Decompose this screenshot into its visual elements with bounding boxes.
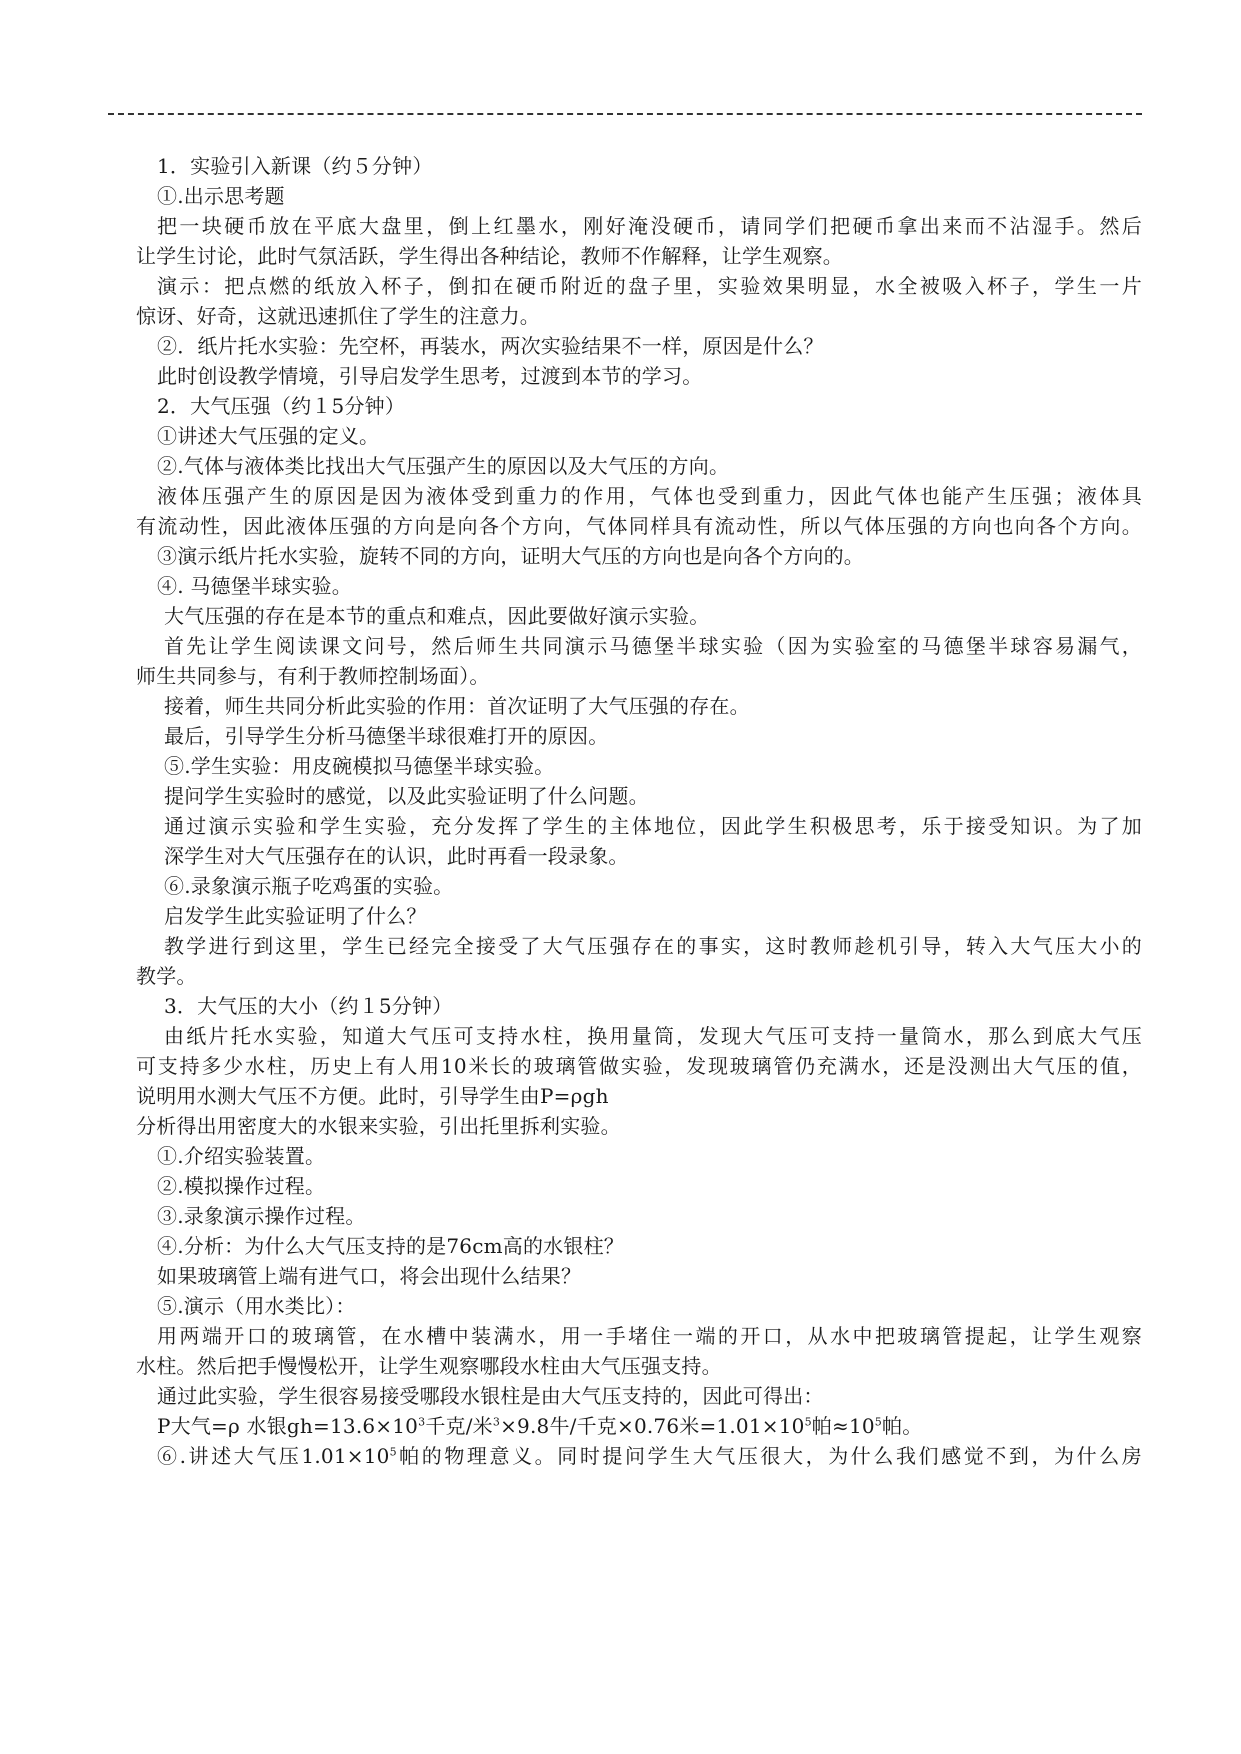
text-line: 有流动性，因此液体压强的方向是向各个方向，气体同样具有流动性，所以气体压强的方向也向各个方向。: [136, 514, 1142, 538]
section-heading-1: 1．实验引入新课（约５分钟）: [157, 154, 433, 178]
pressure-formula: [157, 1413, 922, 1439]
text-line: ③.录象演示操作过程。: [157, 1204, 366, 1228]
section-heading-3: 3．大气压的大小（约１5分钟）: [164, 994, 453, 1018]
text-line: 教学进行到这里，学生已经完全接受了大气压强存在的事实，这时教师趁机引导，转入大气压大小的: [164, 934, 1142, 958]
text-line: 说明用水测大气压不方便。此时，引导学生由P=ρgh: [136, 1084, 609, 1108]
text-line: 由纸片托水实验，知道大气压可支持水柱，换用量筒，发现大气压可支持一量筒水，那么到底大气压: [164, 1024, 1142, 1048]
text-line: 如果玻璃管上端有进气口，将会出现什么结果？: [157, 1264, 582, 1288]
formula-text: 帕≈10: [811, 1414, 875, 1438]
header-dashed-rule: [108, 113, 1142, 115]
text-line: ⑤.演示（用水类比）：: [157, 1294, 356, 1318]
text-line: 首先让学生阅读课文问号，然后师生共同演示马德堡半球实验（因为实验室的马德堡半球容易漏气，: [164, 634, 1142, 658]
text-line: ③演示纸片托水实验，旋转不同的方向，证明大气压的方向也是向各个方向的。: [157, 544, 864, 568]
formula-exponent: 5: [874, 1415, 882, 1429]
text-line: 可支持多少水柱，历史上有人用10米长的玻璃管做实验，发现玻璃管仍充满水，还是没测出大气压的值，: [136, 1054, 1142, 1078]
text-line: ①讲述大气压强的定义。: [157, 424, 380, 448]
formula-text: 千克/米: [425, 1414, 493, 1438]
line-text: 帕的物理意义。同时提问学生大气压很大，为什么我们感觉不到，为什么房: [396, 1444, 1142, 1468]
text-line: ④. 马德堡半球实验。: [157, 574, 352, 598]
text-line: 通过此实验，学生很容易接受哪段水银柱是由大气压支持的，因此可得出：: [157, 1384, 824, 1408]
text-line: 演示：把点燃的纸放入杯子，倒扣在硬币附近的盘子里，实验效果明显，水全被吸入杯子，学生一片: [157, 274, 1142, 298]
text-line: 液体压强产生的原因是因为液体受到重力的作用，气体也受到重力，因此气体也能产生压强；液体具: [157, 484, 1142, 508]
text-line: ①.介绍实验装置。: [157, 1144, 326, 1168]
section-heading-2: 2．大气压强（约１5分钟）: [157, 394, 406, 418]
text-line: 此时创设教学情境，引导启发学生思考，过渡到本节的学习。: [157, 364, 703, 388]
text-line: ②.模拟操作过程。: [157, 1174, 326, 1198]
formula-exponent: 3: [418, 1415, 426, 1429]
text-line: 水柱。然后把手慢慢松开，让学生观察哪段水柱由大气压强支持。: [136, 1354, 722, 1378]
formula-exponent: 5: [804, 1415, 812, 1429]
text-line: 师生共同参与，有利于教师控制场面）。: [136, 664, 490, 688]
text-line: 惊讶、好奇，这就迅速抓住了学生的注意力。: [136, 304, 540, 328]
text-line: 通过演示实验和学生实验，充分发挥了学生的主体地位，因此学生积极思考，乐于接受知识。为了加: [164, 814, 1142, 838]
text-line-last: [157, 1443, 1142, 1469]
text-line: 把一块硬币放在平底大盘里，倒上红墨水，刚好淹没硬币，请同学们把硬币拿出来而不沾湿手。然后: [157, 214, 1142, 238]
text-line: 让学生讨论，此时气氛活跃，学生得出各种结论，教师不作解释，让学生观察。: [136, 244, 843, 268]
line-text: ⑥.讲述大气压1.01×10: [157, 1444, 390, 1468]
text-line: ⑤.学生实验：用皮碗模拟马德堡半球实验。: [164, 754, 555, 778]
text-line: 启发学生此实验证明了什么？: [164, 904, 427, 928]
text-line: 接着，师生共同分析此实验的作用：首次证明了大气压强的存在。: [164, 694, 750, 718]
text-line: ④.分析：为什么大气压支持的是76cm高的水银柱？: [157, 1234, 624, 1258]
text-line: 教学。: [136, 964, 197, 988]
text-line: 分析得出用密度大的水银来实验，引出托里拆利实验。: [136, 1114, 621, 1138]
formula-text: ×9.8牛/千克×0.76米=1.01×10: [500, 1414, 805, 1438]
text-line: ②.气体与液体类比找出大气压强产生的原因以及大气压的方向。: [157, 454, 730, 478]
text-line: 最后，引导学生分析马德堡半球很难打开的原因。: [164, 724, 609, 748]
text-line: 用两端开口的玻璃管，在水槽中装满水，用一手堵住一端的开口，从水中把玻璃管提起，让学生观察: [157, 1324, 1142, 1348]
line-exponent: 5: [389, 1445, 397, 1459]
text-line: ①.出示思考题: [157, 184, 285, 208]
text-line: 深学生对大气压强存在的认识，此时再看一段录象。: [164, 844, 629, 868]
text-line: ②．纸片托水实验：先空杯，再装水，两次实验结果不一样，原因是什么？: [157, 334, 824, 358]
formula-text: 帕。: [882, 1414, 923, 1438]
text-line: 提问学生实验时的感觉，以及此实验证明了什么问题。: [164, 784, 649, 808]
text-line: 大气压强的存在是本节的重点和难点，因此要做好演示实验。: [164, 604, 710, 628]
formula-exponent: 3: [492, 1415, 501, 1429]
text-line: ⑥.录象演示瓶子吃鸡蛋的实验。: [164, 874, 454, 898]
formula-text: P大气=ρ 水银gh=13.6×10: [157, 1414, 419, 1438]
